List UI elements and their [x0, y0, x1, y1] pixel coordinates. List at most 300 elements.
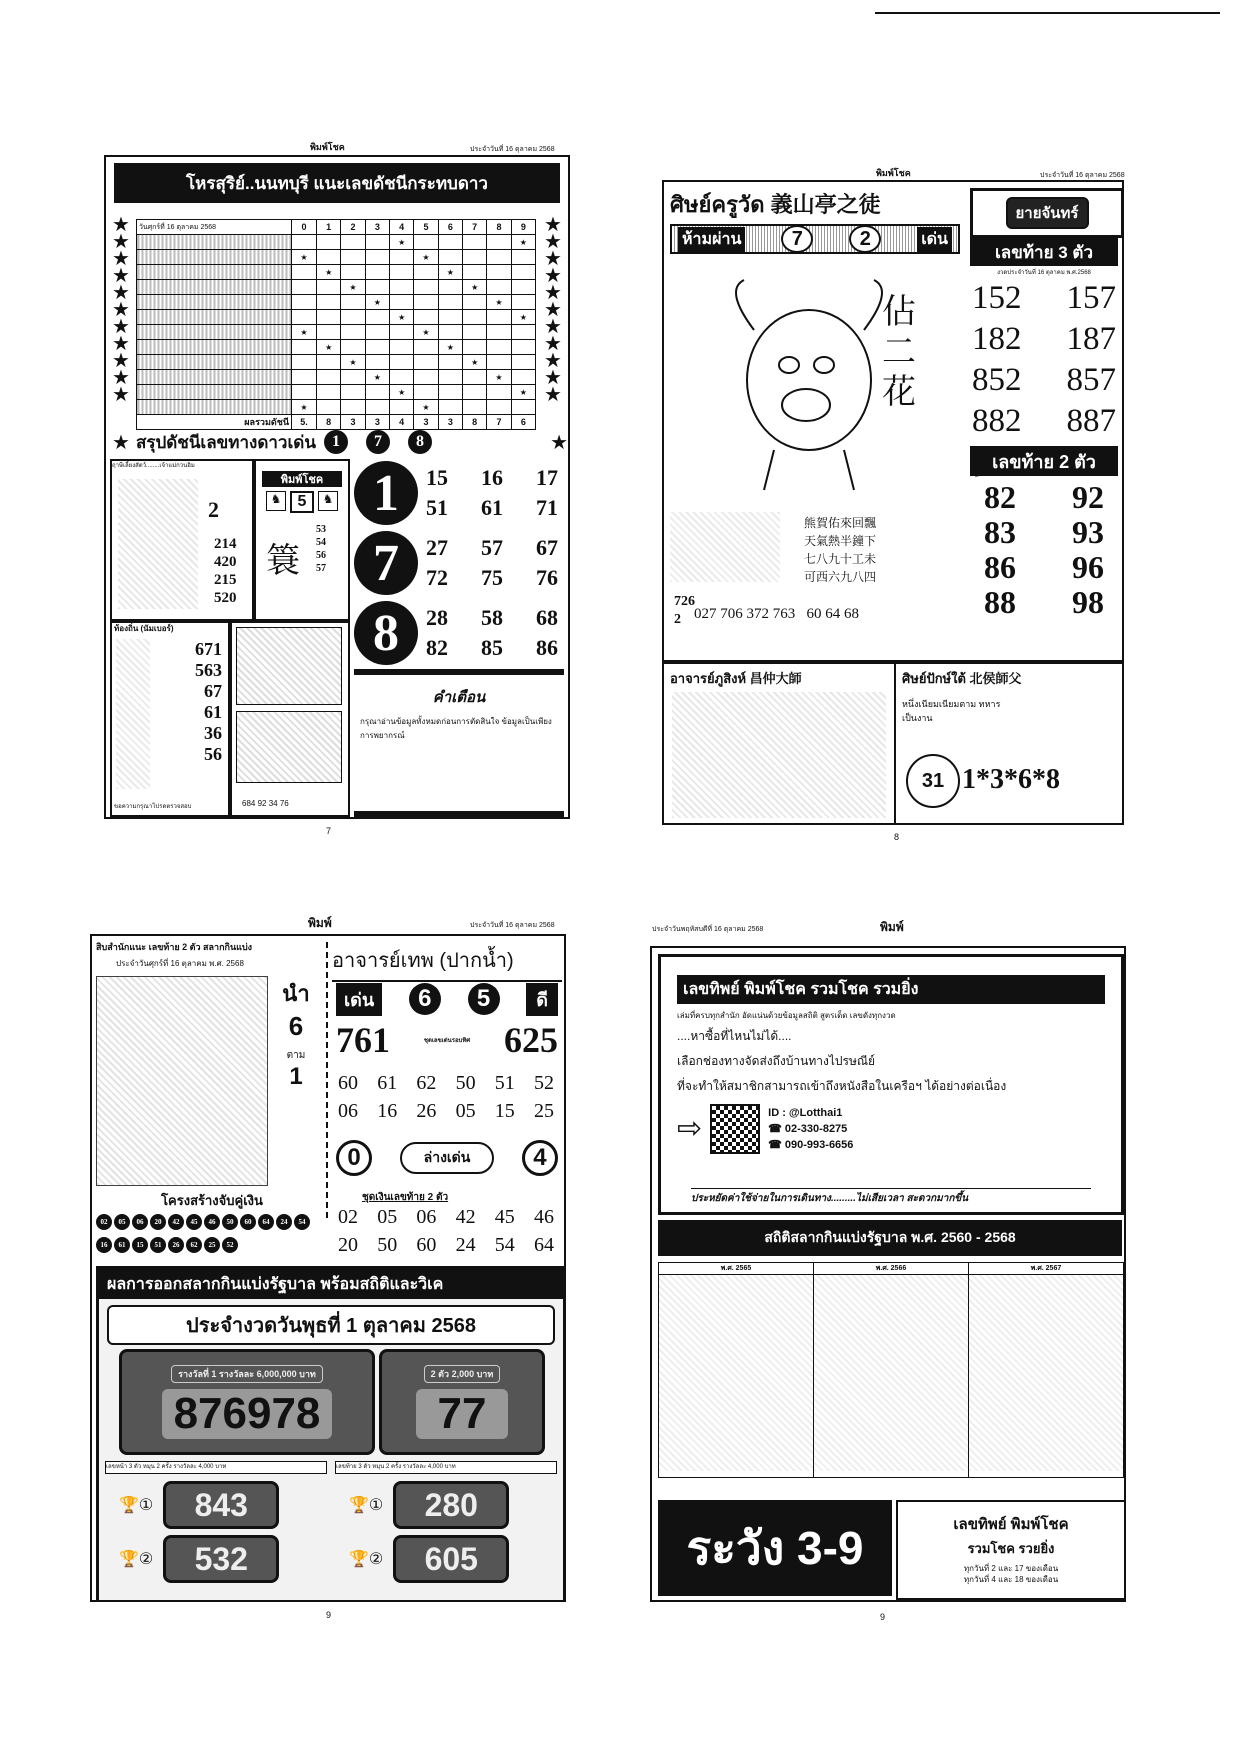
panel-title: ท้องถิ่น (นัมเบอร์): [114, 624, 174, 633]
grid-cell: [511, 355, 535, 370]
guanyin-illustration: [118, 479, 198, 609]
grid-sum: 3: [438, 415, 462, 430]
grid-cell: [390, 250, 414, 265]
trophy-icon: 🏆①: [349, 1497, 384, 1514]
grid-cell: ★: [365, 295, 389, 310]
grid-row-name: [137, 325, 292, 340]
big-number: 625: [504, 1020, 558, 1060]
numbers: 027 706 372 763 60 64 68: [694, 606, 859, 622]
grid-cell: [390, 325, 414, 340]
three-digit-row: [972, 360, 1116, 401]
panel-master-right: [896, 660, 1122, 825]
three-digit-row: [972, 278, 1116, 319]
chinese-line: 熊賀佑來回飄: [804, 516, 877, 530]
chinese-line: 可西六九八四: [804, 570, 877, 584]
pair-digit: 8: [354, 601, 418, 665]
pair-numbers: [426, 495, 558, 521]
grid-row-name: [137, 370, 292, 385]
grid-cell: [317, 400, 341, 415]
page-1-date: ประจำวันที่ 16 ตุลาคม 2568: [470, 146, 555, 153]
badge-icon: 54: [294, 1214, 310, 1230]
grid-cell: [438, 325, 462, 340]
grid-cell: [414, 295, 438, 310]
grid-cell: [438, 370, 462, 385]
grid-head: 8: [487, 220, 511, 235]
first-prize-number: 876978: [162, 1389, 333, 1439]
calligraphy-column: [116, 639, 150, 789]
badge-icon: 16: [96, 1237, 112, 1253]
badge-icon: 02: [96, 1214, 112, 1230]
phone-icon: ☎: [768, 1123, 785, 1135]
two-digit-row: [984, 480, 1104, 515]
grid-cell: ★: [414, 325, 438, 340]
grid-cell: [390, 340, 414, 355]
grid-cell: [317, 310, 341, 325]
head-digit: 7: [781, 225, 813, 253]
stats-table: [658, 1262, 1124, 1478]
grid-row: [137, 250, 536, 265]
grid-cell: [365, 235, 389, 250]
grid-sum: 4: [390, 415, 414, 430]
phone-number: 090-993-6656: [784, 1139, 854, 1151]
grid-cell: ★: [462, 355, 486, 370]
stats-column-head: พ.ศ. 2567: [969, 1263, 1123, 1275]
grid-cell: [462, 370, 486, 385]
bottom-digit: 4: [522, 1140, 558, 1176]
panel-number: 61: [204, 702, 222, 722]
grid-cell: [341, 310, 365, 325]
horse-icon: ♞: [266, 491, 286, 511]
grid-sum: 7: [487, 415, 511, 430]
prize-row: [349, 1481, 549, 1529]
grid-row: [137, 310, 536, 325]
pair-numbers: [426, 465, 558, 491]
pair-number: 27: [426, 535, 448, 560]
summary-text: สรุปดัชนีเลขทางดาวเด่น: [135, 432, 316, 452]
chinese-lines: [804, 514, 876, 586]
two-digit-number: 96: [1072, 549, 1104, 585]
head-left: ห้ามผ่าน: [678, 227, 745, 252]
two-digit-row: [984, 550, 1104, 585]
grid-cell: [511, 295, 535, 310]
number: 05: [377, 1206, 398, 1228]
panel-numbers: [214, 535, 237, 607]
phone-row: [768, 1121, 853, 1137]
number: 05: [455, 1100, 476, 1122]
badge-icon: 24: [276, 1214, 292, 1230]
grid-cell: [365, 310, 389, 325]
pair-number: 58: [481, 605, 503, 630]
promo-line: ....หาซื้อที่ไหนไม่ได้....: [677, 1029, 792, 1043]
pair-numbers: [426, 565, 558, 591]
structure-label: โครงสร้างจับคู่เงิน: [161, 1193, 263, 1208]
pair-number: 72: [426, 565, 448, 590]
grid-cell: ★: [438, 340, 462, 355]
grid-cell: [462, 250, 486, 265]
grid-cell: [462, 340, 486, 355]
grid-cell: [341, 385, 365, 400]
number-row: [338, 1072, 554, 1095]
pair-row: [354, 529, 564, 597]
grid-cell: [438, 310, 462, 325]
grid-cell: ★: [438, 265, 462, 280]
grid-cell: [317, 385, 341, 400]
grid-cell: ★: [341, 280, 365, 295]
pair-number: 82: [426, 635, 448, 660]
three-digit-number: 887: [1066, 403, 1116, 439]
number: 16: [377, 1100, 398, 1122]
two-digit-number: 98: [1072, 584, 1104, 620]
badge-icon: 51: [150, 1237, 166, 1253]
bottom-digit: 0: [336, 1140, 372, 1176]
brand-box: [896, 1500, 1126, 1600]
three-digit-number: 187: [1066, 321, 1116, 357]
badge-icon: 46: [204, 1214, 220, 1230]
page-4: [650, 946, 1126, 1602]
first-prize-box: [119, 1349, 375, 1455]
grid-cell: [414, 370, 438, 385]
badge-text: ยายจันทร์: [1006, 197, 1089, 229]
chinese-line: 七八九十工未: [804, 552, 877, 566]
star-icon: ★: [112, 431, 130, 454]
grid-cell: [511, 265, 535, 280]
page-1: [104, 155, 570, 819]
grid-cell: [414, 355, 438, 370]
grid-row: [137, 370, 536, 385]
grid-cell: [487, 355, 511, 370]
grid-row-name: [137, 235, 292, 250]
bottom-strip: [336, 1140, 558, 1176]
handwritten-notes: [672, 692, 886, 818]
page-number: 7: [326, 826, 332, 836]
brand-line: ทุกวันที่ 4 และ 18 ของเดือน: [963, 1575, 1059, 1584]
horse-icon: ♞: [318, 491, 338, 511]
number: 52: [533, 1072, 554, 1094]
prize-row: [119, 1535, 319, 1583]
grid-cell: [462, 400, 486, 415]
grid-row-name: [137, 250, 292, 265]
phone-number: 02-330-8275: [784, 1123, 848, 1135]
grid-cell: [414, 265, 438, 280]
badge-icon: 15: [132, 1237, 148, 1253]
grid-cell: [317, 325, 341, 340]
grid-cell: [292, 355, 317, 370]
panel-number: 520: [214, 590, 237, 606]
pair-digit: 7: [354, 531, 418, 595]
grid-cell: [292, 340, 317, 355]
circle-badges: [96, 1214, 322, 1258]
pair-number: 67: [536, 535, 558, 560]
two-digit-number: 88: [984, 584, 1016, 620]
side-digit: 1: [289, 1063, 303, 1090]
number: 46: [533, 1206, 554, 1228]
grid-cell: [341, 400, 365, 415]
number: 45: [494, 1206, 515, 1228]
stats-column-head: พ.ศ. 2566: [814, 1263, 968, 1275]
grid-cell: [365, 385, 389, 400]
number: 51: [494, 1072, 515, 1094]
lead-digit: 1: [324, 430, 348, 454]
page-1-banner: โหรสุริย์..นนทบุรี แนะเลขดัชนีกระทบดาว: [114, 163, 560, 203]
grid-sum-label: ผลรวมดัชนี: [137, 415, 292, 430]
page-2-banner: ศิษย์ครูวัด 義山亭之徒: [670, 191, 881, 217]
grid-row-name: [137, 340, 292, 355]
grid-cell: [462, 265, 486, 280]
back3-label: เลขท้าย 3 ตัว หมุน 2 ครั้ง รางวัลละ 4,000 บาท: [335, 1461, 557, 1474]
pair-number: 71: [536, 495, 558, 520]
grid-cell: [390, 370, 414, 385]
grid-row: [137, 355, 536, 370]
two-digit-title: เลขท้าย 2 ตัว: [970, 446, 1118, 476]
two-digit-row: [984, 585, 1104, 620]
grid-row: [137, 235, 536, 250]
grid-cell: [365, 355, 389, 370]
grid-cell: [487, 340, 511, 355]
qr-code: [710, 1104, 760, 1154]
warning-box: [354, 669, 564, 819]
panel-number: 53: [316, 524, 326, 535]
top-rule: [875, 12, 1220, 14]
grid-cell: [462, 310, 486, 325]
number: 62: [416, 1072, 437, 1094]
panel-number: 56: [316, 550, 326, 561]
pair-number: 85: [481, 635, 503, 660]
grid-cell: [317, 355, 341, 370]
grid-cell: [341, 370, 365, 385]
grid-cell: [365, 280, 389, 295]
page-number: 9: [880, 1612, 886, 1622]
grid-cell: [414, 385, 438, 400]
warning-title: คำเตือน: [432, 689, 486, 706]
two-digit-number: 77: [416, 1389, 509, 1439]
phone-row: [768, 1137, 853, 1153]
grid-cell: [341, 235, 365, 250]
pair-number: 15: [426, 465, 448, 490]
grid-cell: [317, 280, 341, 295]
grid-row: [137, 385, 536, 400]
stats-rows: [659, 1275, 813, 1471]
grid-row-name: [137, 355, 292, 370]
grid-row: [137, 400, 536, 415]
number: 60: [338, 1072, 358, 1094]
grid-sum: 8: [317, 415, 341, 430]
first-prize-label: รางวัลที่ 1 รางวัลละ 6,000,000 บาท: [171, 1365, 323, 1383]
prize-number: 605: [393, 1535, 509, 1583]
badge-icon: 42: [168, 1214, 184, 1230]
page-4-date: ประจำวันพฤหัสบดีที่ 16 ตุลาคม 2568: [652, 926, 764, 933]
grid-row: [137, 340, 536, 355]
three-digit-number: 882: [972, 403, 1022, 439]
star-column-left: ★ ★ ★ ★ ★ ★ ★ ★ ★ ★ ★: [112, 214, 130, 406]
badge-icon: 06: [132, 1214, 148, 1230]
pair-number: 76: [536, 565, 558, 590]
number: 26: [416, 1100, 437, 1122]
grid-cell: ★: [390, 310, 414, 325]
page-3-date: ประจำวันที่ 16 ตุลาคม 2568: [470, 922, 555, 929]
pair-row: [354, 599, 564, 667]
pair-numbers: [426, 605, 558, 631]
lead-strip: [336, 982, 558, 1016]
grid-row-name: [137, 400, 292, 415]
grid-cell: [487, 385, 511, 400]
promo-intro: เล่มที่ครบทุกสำนัก อัดแน่นด้วยข้อมูลสถิติ สูตรเด็ด เลขดังทุกงวด: [677, 1011, 896, 1020]
pairs-row: [338, 1206, 554, 1229]
number: 15: [494, 1100, 515, 1122]
grid-cell: [317, 370, 341, 385]
grid-cell: [341, 250, 365, 265]
panel-number: 420: [214, 554, 237, 570]
grid-cell: [292, 385, 317, 400]
grid-cell: [365, 400, 389, 415]
badge-icon: 62: [186, 1237, 202, 1253]
grid-cell: [414, 280, 438, 295]
pairs-row: [338, 1234, 554, 1257]
front3-list: [119, 1481, 319, 1583]
grid-cell: [462, 385, 486, 400]
pair-number: 51: [426, 495, 448, 520]
lead-digit: 6: [409, 983, 441, 1015]
panel-digit-box: [256, 491, 348, 513]
stats-column: [659, 1263, 814, 1477]
stats-column: [814, 1263, 969, 1477]
grid-sum: 3: [341, 415, 365, 430]
badge-icon: 05: [114, 1214, 130, 1230]
pairs-block: [354, 459, 564, 669]
big-numbers: [336, 1020, 558, 1060]
summary-line: [112, 429, 568, 455]
panel-pimchok: [254, 459, 350, 621]
grid-cell: [390, 265, 414, 280]
page-2: [662, 180, 1124, 825]
grid-row-name: [137, 295, 292, 310]
back3-list: [349, 1481, 549, 1583]
grid-cell: [292, 235, 317, 250]
stats-column: [969, 1263, 1123, 1477]
grid-cell: ★: [317, 265, 341, 280]
grid-head: 7: [462, 220, 486, 235]
stats-title: สถิติสลากกินแบ่งรัฐบาล พ.ศ. 2560 - 2568: [658, 1220, 1122, 1256]
badge-icon: 60: [240, 1214, 256, 1230]
trophy-icon: 🏆②: [119, 1551, 154, 1568]
panel-number: 57: [316, 563, 326, 574]
lead-label: เด่น: [336, 983, 382, 1016]
grid-head: 4: [390, 220, 414, 235]
grid-cell: [438, 250, 462, 265]
page-4-masthead: พิมพ์: [880, 920, 904, 934]
three-digit-sub: งวดประจำวันที่ 16 ตุลาคม พ.ศ.2568: [997, 270, 1091, 276]
number: 60: [416, 1234, 437, 1256]
grid-cell: [341, 325, 365, 340]
promo-brand: เลขทิพย์ พิมพ์โชค รวมโชค รวมยิ่ง: [677, 975, 1105, 1004]
panel-number: 563: [195, 660, 222, 680]
panel-digit: 2: [208, 497, 219, 522]
brand-line: เลขทิพย์ พิมพ์โชค: [953, 1516, 1069, 1533]
page-3: [90, 934, 566, 1602]
grid-cell: ★: [390, 385, 414, 400]
phone-icon: ☎: [768, 1139, 785, 1151]
panel-numbers: [316, 523, 326, 575]
grid-cell: [414, 235, 438, 250]
trophy-icon: 🏆②: [349, 1551, 384, 1568]
page-2-date: ประจำวันที่ 16 ตุลาคม 2568: [1040, 172, 1125, 179]
badge-icon: 52: [222, 1237, 238, 1253]
grid-head: 1: [317, 220, 341, 235]
grid-sum: 5.: [292, 415, 317, 430]
grid-row: [137, 265, 536, 280]
grid-row: [137, 280, 536, 295]
three-digit-number: 182: [972, 321, 1022, 357]
grid-sum: 8: [462, 415, 486, 430]
panel-number: 36: [204, 723, 222, 743]
dragon-illustration: [236, 627, 342, 705]
grid-cell: [365, 250, 389, 265]
number: 50: [455, 1072, 476, 1094]
panel-numbers: 684 92 34 76: [242, 799, 289, 808]
notes-left: [670, 512, 780, 582]
grid-cell: [438, 235, 462, 250]
grid-cell: [292, 295, 317, 310]
grid-cell: ★: [292, 250, 317, 265]
prize-number: 532: [163, 1535, 279, 1583]
bottom-label: ล่างเด่น: [400, 1142, 495, 1174]
number: 06: [416, 1206, 437, 1228]
stats-rows: [969, 1275, 1123, 1471]
grid-cell: ★: [365, 370, 389, 385]
prefix-top: 726: [674, 594, 695, 609]
grid-head: 0: [292, 220, 317, 235]
grid-cell: [487, 310, 511, 325]
grid-cell: [487, 325, 511, 340]
number: 06: [338, 1100, 358, 1122]
two-digit-box: [379, 1349, 545, 1455]
trophy-icon: 🏆①: [119, 1497, 154, 1514]
badge-icon: 26: [168, 1237, 184, 1253]
right-title: อาจารย์เทพ (ปากน้ำ): [332, 944, 562, 982]
number: 61: [377, 1072, 398, 1094]
warning-bottom-bar: [354, 811, 564, 819]
three-digit-title: เลขท้าย 3 ตัว: [970, 238, 1118, 266]
panel-number: 56: [204, 744, 222, 764]
grid-cell: [365, 340, 389, 355]
promo-line: ที่จะทำให้สมาชิกสามารถเข้าถึงหนังสือในเครือฯ ได้อย่างต่อเนื่อง: [677, 1079, 1007, 1093]
two-digit-number: 86: [984, 549, 1016, 585]
grid-cell: ★: [462, 280, 486, 295]
grid-cell: ★: [317, 340, 341, 355]
badge-icon: 20: [150, 1214, 166, 1230]
panel-guanyin: [110, 459, 254, 621]
warning-text: กรุณาอ่านข้อมูลทั้งหมดก่อนการตัดสินใจ ข้อมูลเป็นเพียงการพยากรณ์: [360, 717, 552, 740]
grid-cell: [390, 355, 414, 370]
three-digit-number: 852: [972, 362, 1022, 398]
grid-row: [137, 325, 536, 340]
ticket-illustration: [236, 711, 342, 783]
grid-cell: [511, 250, 535, 265]
grid-row-label: วันศุกร์ที่ 16 ตุลาคม 2568: [137, 220, 292, 235]
pair-numbers: [426, 535, 558, 561]
star-icon: ★: [550, 431, 568, 454]
panel-number: 67: [204, 681, 222, 701]
grid-cell: [292, 265, 317, 280]
grid-row: [137, 295, 536, 310]
contact-row: [677, 1104, 1105, 1154]
calligraphy: 簑: [266, 541, 300, 581]
pair-digit: 1: [354, 461, 418, 525]
page-3-masthead: พิมพ์: [308, 916, 332, 930]
chinese-line: 天氣熱半鐘下: [804, 534, 877, 548]
grid-cell: [438, 355, 462, 370]
pair-number: 68: [536, 605, 558, 630]
pair-number: 17: [536, 465, 558, 490]
